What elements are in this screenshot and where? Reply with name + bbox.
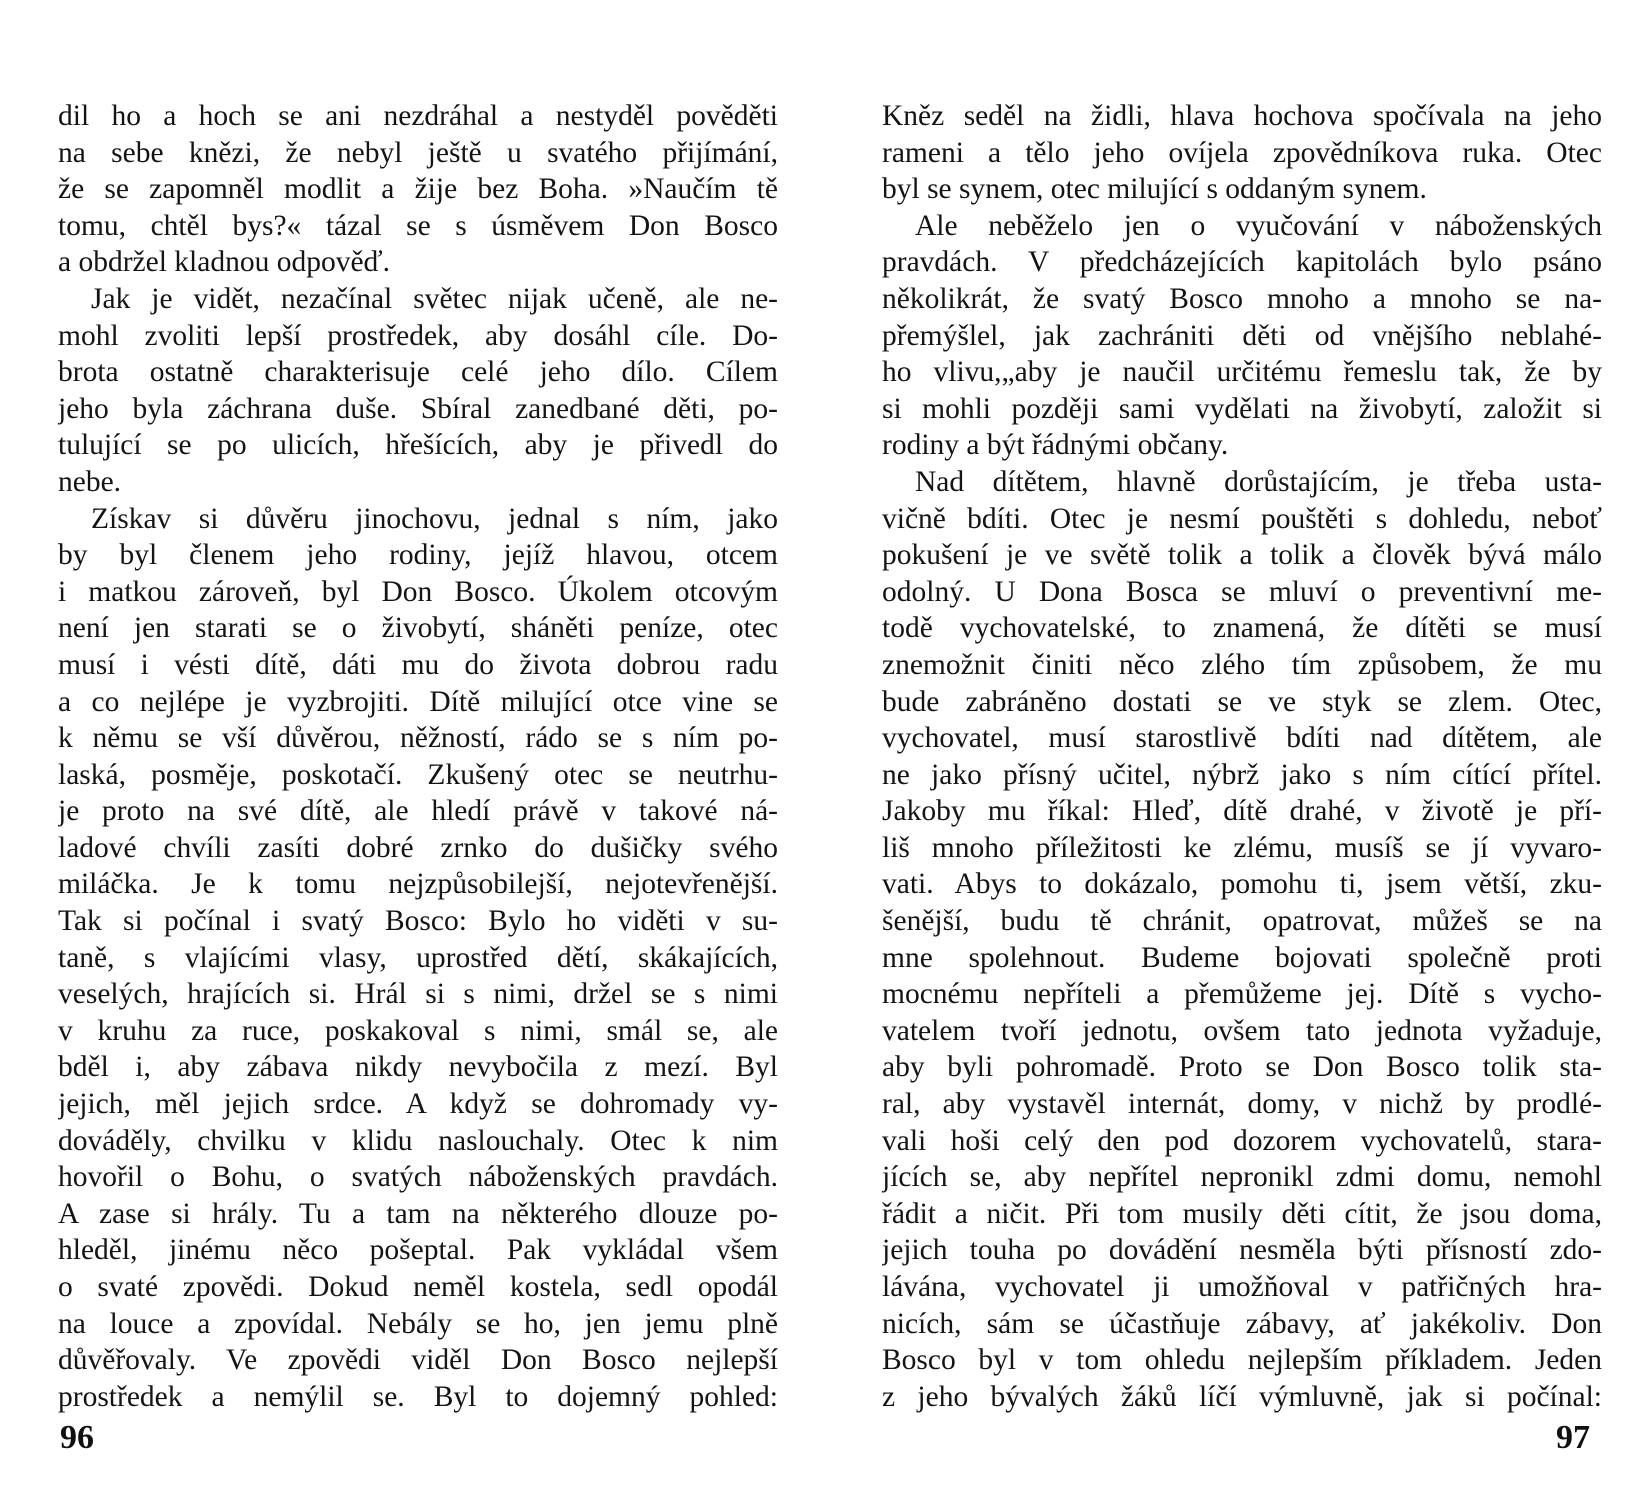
text-line: dil ho a hoch se ani nezdráhal a nestyděl pověděti: [58, 100, 778, 132]
text-line: řádit a ničit. Při tom musily děti cítit, že jsou doma,: [882, 1197, 1602, 1230]
text-line: nicích, sám se účastňuje zábavy, ať jakékoliv. Don: [882, 1307, 1602, 1340]
text-line: několikrát, že svatý Bosco mnoho a mnoho se na-: [882, 282, 1602, 315]
text-line: vati. Abys to dokázalo, pomohu ti, jsem větší, zku-: [882, 868, 1602, 901]
text-line: pravdách. V předcházejících kapitolách bylo psáno: [882, 246, 1602, 279]
text-line: o svaté zpovědi. Dokud neměl kostela, sedl opodál: [58, 1271, 778, 1303]
text-line: musí i vésti dítě, dáti mu do života dobrou radu: [58, 648, 778, 681]
text-line: bděl i, aby zábava nikdy nevybočila z mezí. Byl: [58, 1051, 778, 1084]
text-line: brota ostatně charakterisuje celé jeho dílo. Cílem: [58, 356, 778, 389]
text-line: důvěřovaly. Ve zpovědi viděl Don Bosco nejlepší: [58, 1344, 778, 1377]
text-line: mocnému nepříteli a přemůžeme jej. Dítě s vycho-: [882, 978, 1602, 1011]
text-line: by byl členem jeho rodiny, jejíž hlavou, otcem: [58, 539, 778, 572]
text-line: na sebe knězi, že nebyl ještě u svatého přijímání,: [58, 136, 778, 169]
text-line: z jeho bývalých žáků líčí výmluvně, jak si počínal:: [882, 1380, 1602, 1413]
text-line: ne jako přísný učitel, nýbrž jako s ním cítící přítel.: [882, 758, 1602, 791]
text-line: ho vlivu,„aby je naučil určitému řemeslu tak, že by: [882, 356, 1602, 389]
text-line: v kruhu za ruce, poskakoval s nimi, smál se, ale: [58, 1014, 778, 1047]
text-line: není jen starati se o živobytí, sháněti peníze, otec: [58, 612, 778, 645]
text-line: dováděly, chvilku v klidu naslouchaly. Otec k nim: [58, 1124, 778, 1157]
text-line: liš mnoho příležitosti ke zlému, musíš se jí vyvaro-: [882, 831, 1602, 864]
text-line: ladové chvíli zasíti dobré zrnko do dušičky svého: [58, 831, 778, 864]
text-line: je proto na své dítě, ale hledí právě v takové ná-: [58, 795, 778, 828]
text-line: A zase si hrály. Tu a tam na některého dlouze po-: [58, 1197, 778, 1230]
right-page: [882, 98, 1602, 1415]
text-line: že se zapomněl modlit a žije bez Boha. »Naučím tě: [58, 173, 778, 206]
text-line: vali hoši celý den pod dozorem vychovatelů, stara-: [882, 1124, 1602, 1157]
left-page-text: [58, 98, 778, 1415]
text-line: si mohli později sami vydělati na živobytí, založit si: [882, 392, 1602, 425]
text-line: Získav si důvěru jinochovu, jednal s ním, jako: [91, 502, 778, 535]
text-line: laská, posměje, poskotačí. Zkušený otec se neutrhu-: [58, 758, 778, 791]
text-line: a obdržel kladnou odpověď.: [58, 246, 391, 279]
text-line: i matkou zároveň, byl Don Bosco. Úkolem otcovým: [58, 575, 778, 608]
text-line: vychovatel, musí starostlivě bdíti nad dítětem, ale: [882, 722, 1602, 755]
text-line: tomu, chtěl bys?« tázal se s úsměvem Don Bosco: [58, 209, 778, 242]
text-line: na louce a zpovídal. Nebály se ho, jen jemu plně: [58, 1307, 778, 1340]
text-line: Bosco byl v tom ohledu nejlepším příkladem. Jeden: [882, 1344, 1602, 1377]
text-line: jejich touha po dovádění nesměla býti přísností zdo-: [882, 1234, 1602, 1267]
text-line: rodiny a být řádnými občany.: [882, 429, 1229, 462]
text-line: aby byli pohromadě. Proto se Don Bosco tolik sta-: [882, 1051, 1602, 1084]
text-line: veselých, hrajících si. Hrál si s nimi, držel se s nimi: [58, 978, 778, 1011]
text-line: hleděl, jinému něco pošeptal. Pak vykládal všem: [58, 1234, 778, 1267]
text-line: šenější, budu tě chránit, opatrovat, můžeš se na: [882, 905, 1602, 938]
text-line: odolný. U Dona Bosca se mluví o preventivní me-: [882, 575, 1602, 608]
text-line: znemožnit činiti něco zlého tím způsobem, že mu: [882, 648, 1602, 681]
text-line: k němu se vší důvěrou, něžností, rádo se s ním po-: [58, 722, 778, 755]
text-line: jeho byla záchrana duše. Sbíral zanedbané děti, po-: [58, 392, 778, 425]
text-line: a co nejlépe je vyzbrojiti. Dítě milující otce vine se: [58, 685, 778, 718]
text-line: hovořil o Bohu, o svatých náboženských pravdách.: [58, 1161, 778, 1194]
left-page: [58, 98, 778, 1415]
text-line: Tak si počínal i svatý Bosco: Bylo ho viděti v su-: [58, 905, 778, 938]
text-line: Ale neběželo jen o vyučování v náboženských: [915, 209, 1602, 242]
text-line: jících se, aby nepřítel nepronikl zdmi domu, nemohl: [882, 1161, 1602, 1194]
text-line: taně, s vlajícími vlasy, uprostřed dětí, skákajících,: [58, 941, 778, 974]
text-line: Jakoby mu říkal: Hleď, dítě drahé, v životě je pří-: [882, 795, 1602, 828]
text-line: rameni a tělo jeho ovíjela zpovědníkova ruka. Otec: [882, 136, 1602, 169]
text-line: vatelem tvoří jednotu, ovšem tato jednota vyžaduje,: [882, 1014, 1602, 1047]
text-line: Nad dítětem, hlavně dorůstajícím, je třeba usta-: [915, 465, 1602, 498]
text-line: mne spolehnout. Budeme bojovati společně proti: [882, 941, 1602, 974]
text-line: byl se synem, otec milující s oddaným synem.: [882, 173, 1427, 206]
text-line: prostředek a nemýlil se. Byl to dojemný pohled:: [58, 1380, 778, 1413]
text-line: tulující se po ulicích, hřešících, aby je přivedl do: [58, 429, 778, 462]
text-line: pokušení je ve světě tolik a tolik a člověk bývá málo: [882, 539, 1602, 572]
text-line: ral, aby vystavěl internát, domy, v nichž by prodlé-: [882, 1088, 1602, 1121]
text-line: vičně bdíti. Otec je nesmí pouštěti s dohledu, neboť: [882, 502, 1602, 535]
text-line: jejich, měl jejich srdce. A když se dohromady vy-: [58, 1088, 778, 1121]
text-line: přemýšlel, jak zachrániti děti od vnějšího neblahé-: [882, 319, 1602, 352]
right-page-text: [882, 98, 1602, 1415]
text-line: Kněz seděl na židli, hlava hochova spočívala na jeho: [882, 100, 1602, 132]
text-line: lávána, vychovatel ji umožňoval v patřičných hra-: [882, 1271, 1602, 1303]
text-line: Jak je vidět, nezačínal světec nijak učeně, ale ne-: [91, 282, 778, 315]
text-line: mohl zvoliti lepší prostředek, aby dosáhl cíle. Do-: [58, 319, 778, 352]
text-line: miláčka. Je k tomu nejzpůsobilejší, nejotevřenější.: [58, 868, 778, 901]
page-number-left: 96: [60, 1419, 94, 1456]
text-line: bude zabráněno dostati se ve styk se zlem. Otec,: [882, 685, 1602, 718]
text-line: todě vychovatelské, to znamená, že dítěti se musí: [882, 612, 1602, 645]
page-number-right: 97: [1556, 1419, 1590, 1456]
text-line: nebe.: [58, 465, 122, 498]
